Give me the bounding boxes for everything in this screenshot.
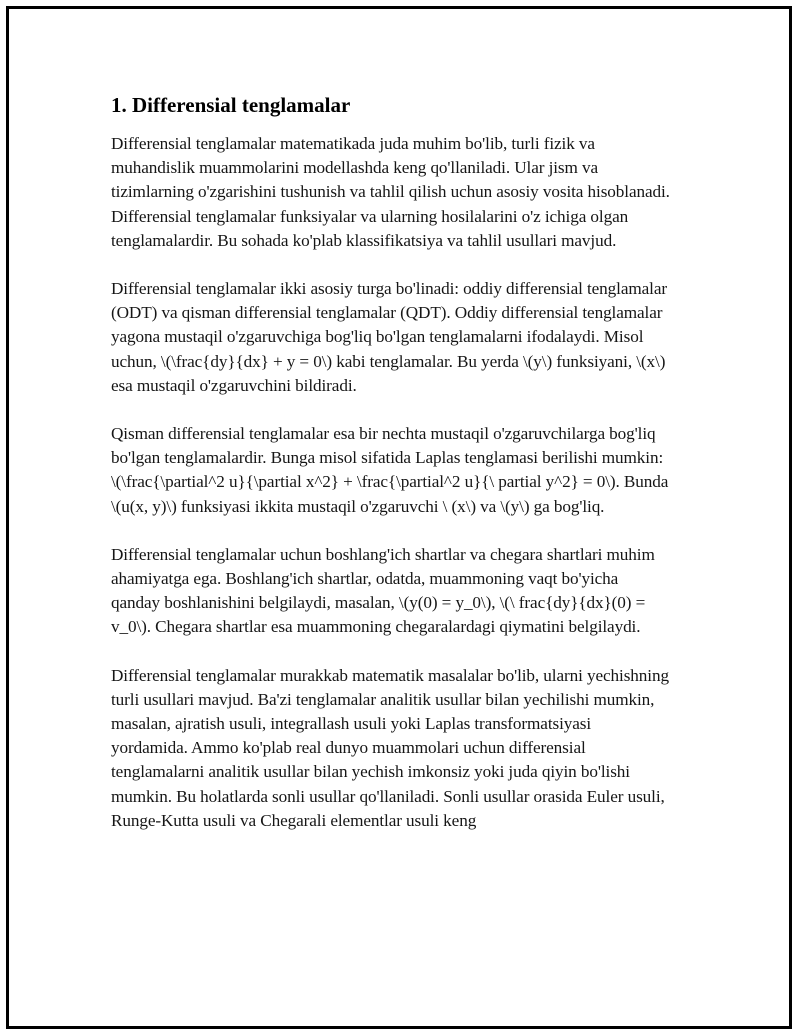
section-heading: 1. Differensial tenglamalar <box>111 93 351 117</box>
paragraph-pde: Qisman differensial tenglamalar esa bir nechta mustaqil o'zgaruvchilarga bog'liq bo'lgan tenglamalardir. Bunga misol sifatida Laplas tenglamasi berilishi mumkin: \(\frac{\partial^2 u}{\partial x^2} + \frac{\partial^2 u}{\ partial y^2} = 0\). Bunda \(u(x, y)\) funksiyasi ikkita mustaqil o'zgaruvchi \ (x\) va \(y\) ga bog'liq. <box>111 424 669 516</box>
paragraph-introduction: Differensial tenglamalar matematikada juda muhim bo'lib, turli fizik va muhandislik muammolarini modellashda keng qo'llaniladi. Ular jism va tizimlarning o'zgarishini tushunish va tahlil qilish uchun asosiy vosita hisoblanadi. Differensial tenglamalar funksiyalar va ularning hosilalarini o'z ichiga olgan tenglamalardir. Bu sohada ko'plab klassifikatsiya va tahlil usullari mavjud. <box>111 134 670 250</box>
paragraph-solution-methods: Differensial tenglamalar murakkab matematik masalalar bo'lib, ularni yechishning turli usullari mavjud. Ba'zi tenglamalar analitik usullar bilan yechilishi mumkin, masalan, ajratish usuli, integrallash usuli yoki Laplas transformatsiyasi yordamida. Ammo ko'plab real dunyo muammolari uchun differensial tenglamalarni analitik usullar bilan yechish imkonsiz yoki juda qiyin bo'lishi mumkin. Bu holatlarda sonli usullar qo'llaniladi. Sonli usullar orasida Euler usuli, Runge-Kutta usuli va Chegarali elementlar usuli keng <box>111 665 669 830</box>
document-body <box>111 90 671 857</box>
paragraph-conditions: Differensial tenglamalar uchun boshlang'ich shartlar va chegara shartlari muhim ahamiyatga ega. Boshlang'ich shartlar, odatda, muammoning vaqt bo'yicha qanday boshlanishini belgilaydi, masalan, \(y(0) = y_0\), \(\ frac{dy}{dx}(0) = v_0\). Chegara shartlar esa muammoning chegaralardagi qiymatini belgilaydi. <box>111 544 655 637</box>
paragraph-ode-types: Differensial tenglamalar ikki asosiy turga bo'linadi: oddiy differensial tenglamalar (ODT) va qisman differensial tenglamalar (QDT). Oddiy differensial tenglamalar yagona mustaqil o'zgaruvchiga bog'liq bo'lgan tenglamalarni ifodalaydi. Misol uchun, \(\frac{dy}{dx} + y = 0\) kabi tenglamalar. Bu yerda \(y\) funksiyani, \(x\) esa mustaqil o'zgaruvchini bildiradi. <box>111 279 667 395</box>
